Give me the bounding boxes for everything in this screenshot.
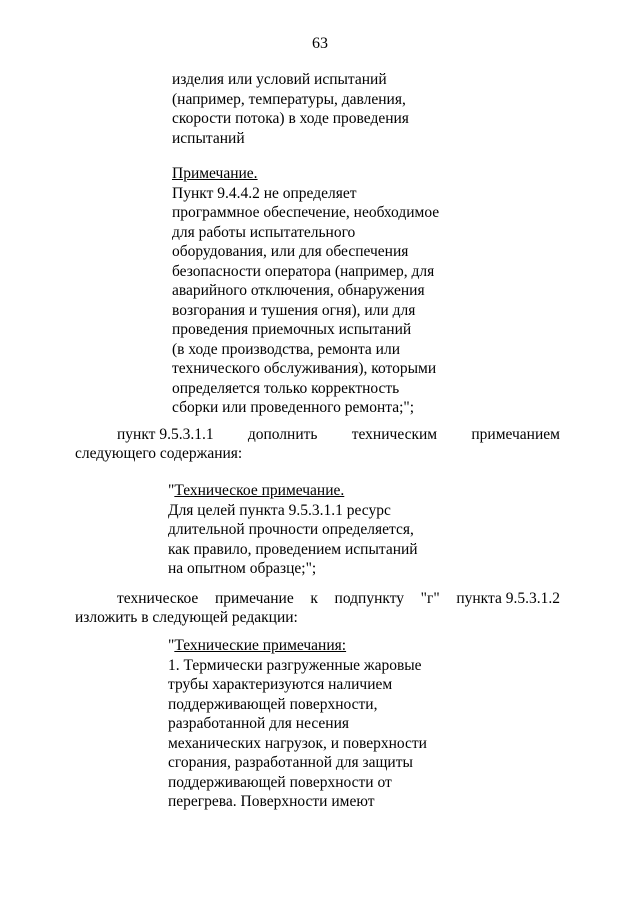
- note-block-2: [168, 481, 418, 579]
- paragraph-1-line-2: следующего содержания:: [75, 445, 243, 462]
- paragraph-word: к: [310, 590, 318, 607]
- page-number: 63: [312, 35, 328, 52]
- paragraph-word: дополнить: [247, 426, 318, 443]
- paragraph-word: подпункту: [334, 590, 405, 607]
- text-line: как правило, проведением испытаний: [168, 540, 418, 558]
- text-line: трубы характеризуются наличием: [168, 676, 393, 693]
- text-line: аварийного отключения, обнаружения: [172, 282, 425, 299]
- paragraph-word: техническое: [117, 590, 199, 607]
- paragraph-1-line-1: [117, 425, 560, 445]
- note-heading-line: [168, 481, 418, 501]
- text-line: перегрева. Поверхности имеют: [168, 793, 375, 810]
- opening-quote: ": [168, 637, 175, 654]
- text-line: поддерживающей поверхности,: [168, 695, 378, 713]
- opening-quote: ": [168, 482, 175, 499]
- text-line: изделия или условий испытаний: [172, 71, 387, 88]
- text-line: сборки или проведенного ремонта;";: [172, 399, 415, 416]
- text-line: поддерживающей поверхности от: [168, 773, 392, 791]
- paragraph-word: примечанием: [471, 426, 560, 443]
- text-line: испытаний: [172, 129, 245, 147]
- text-line: определяется только корректность: [172, 379, 400, 397]
- text-line: скорости потока) в ходе проведения: [172, 110, 409, 127]
- note-heading-line: [168, 636, 427, 656]
- text-line: на опытном образце;";: [168, 560, 317, 577]
- continuation-text-block: [172, 70, 409, 148]
- paragraph-word: пункт 9.5.3.1.1: [117, 426, 214, 443]
- note-block-1: [172, 164, 439, 418]
- text-line: оборудования, или для обеспечения: [172, 243, 409, 260]
- note-heading: Техническое примечание.: [174, 482, 345, 499]
- text-line: Пункт 9.4.4.2 не определяет: [172, 184, 357, 202]
- text-line: длительной прочности определяется,: [168, 521, 414, 538]
- text-line: для работы испытательного: [172, 223, 356, 241]
- paragraph-word: пункта 9.5.3.1.2: [456, 590, 560, 607]
- note-heading: Технические примечания:: [174, 637, 347, 654]
- note-heading: Примечание.: [172, 165, 258, 182]
- paragraph-2-line-1: [117, 589, 560, 609]
- text-line: (например, температуры, давления,: [172, 90, 406, 108]
- text-line: проведения приемочных испытаний: [172, 321, 412, 338]
- text-line: механических нагрузок, и поверхности: [168, 734, 427, 752]
- text-line: (в ходе производства, ремонта или: [172, 340, 400, 358]
- text-line: Для целей пункта 9.5.3.1.1 ресурс: [168, 501, 391, 519]
- text-line: 1. Термически разгруженные жаровые: [168, 656, 422, 674]
- paragraph-2-line-2: изложить в следующей редакции:: [75, 609, 298, 626]
- paragraph-word: техническим: [351, 426, 438, 443]
- note-block-3: [168, 636, 427, 812]
- text-line: возгорания и тушения огня), или для: [172, 301, 416, 319]
- text-line: сгорания, разработанной для защиты: [168, 754, 413, 771]
- text-line: безопасности оператора (например, для: [172, 262, 435, 280]
- text-line: программное обеспечение, необходимое: [172, 204, 440, 221]
- text-line: технического обслуживания), которыми: [172, 360, 437, 377]
- text-line: разработанной для несения: [168, 715, 350, 732]
- paragraph-word: примечание: [214, 590, 294, 607]
- paragraph-word: "г": [420, 590, 440, 607]
